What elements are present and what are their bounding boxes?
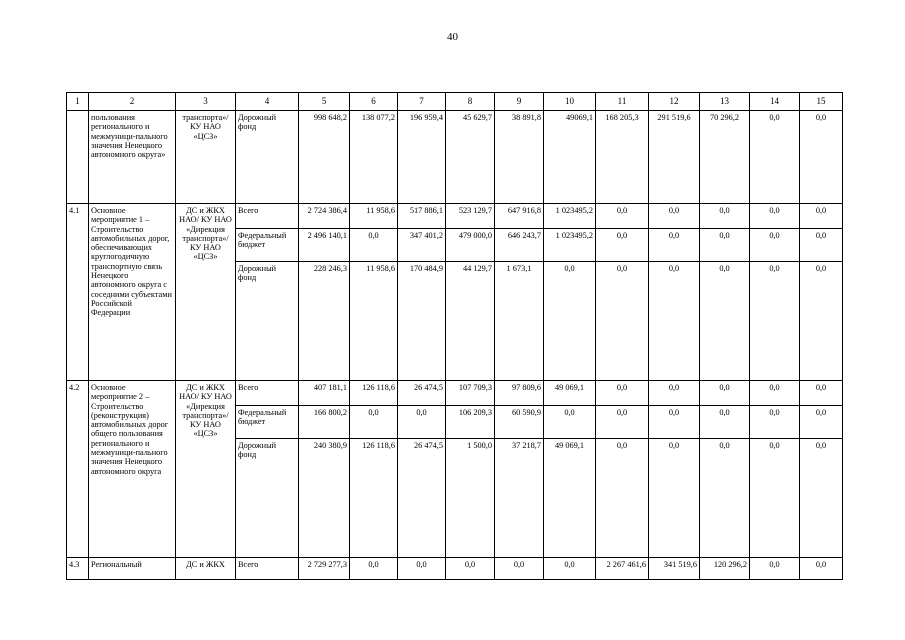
budget-table <box>66 92 843 580</box>
value-cell: 1 673,1 <box>495 262 544 381</box>
value-cell: 228 246,3 <box>299 262 350 381</box>
table-row <box>67 111 843 204</box>
value-cell: 0,0 <box>596 381 649 406</box>
value-cell: 120 296,2 <box>700 558 750 580</box>
row-number <box>67 111 89 204</box>
value-cell: 1 023495,2 <box>544 229 596 262</box>
value-cell: 49069,1 <box>544 111 596 204</box>
value-cell: 2 496 140,1 <box>299 229 350 262</box>
value-cell: 0,0 <box>750 262 800 381</box>
value-cell: 1 023495,2 <box>544 204 596 229</box>
value-cell: 240 380,9 <box>299 439 350 558</box>
value-cell: 0,0 <box>800 406 843 439</box>
value-cell: 0,0 <box>596 406 649 439</box>
value-cell: 0,0 <box>800 439 843 558</box>
column-header: 3 <box>176 93 236 111</box>
column-header: 15 <box>800 93 843 111</box>
measure-name: пользования регионального и межмуници-пального значения Ненецкого автономного округа» <box>89 111 176 204</box>
value-cell: 291 519,6 <box>649 111 700 204</box>
value-cell: 0,0 <box>750 229 800 262</box>
value-cell: 0,0 <box>700 204 750 229</box>
value-cell: 170 484,9 <box>398 262 446 381</box>
table-row <box>67 204 843 229</box>
value-cell: 0,0 <box>750 406 800 439</box>
executor: ДС и ЖКХ НАО/ КУ НАО «Дирекция транспорта»/ КУ НАО «ЦСЗ» <box>176 204 236 381</box>
funding-source: Всего <box>236 381 299 406</box>
value-cell: 0,0 <box>495 558 544 580</box>
table-row <box>67 381 843 406</box>
value-cell: 0,0 <box>700 262 750 381</box>
value-cell: 0,0 <box>750 381 800 406</box>
value-cell: 0,0 <box>700 381 750 406</box>
value-cell: 0,0 <box>398 558 446 580</box>
value-cell: 0,0 <box>350 558 398 580</box>
column-header: 13 <box>700 93 750 111</box>
value-cell: 479 000,0 <box>446 229 495 262</box>
value-cell: 97 809,6 <box>495 381 544 406</box>
value-cell: 523 129,7 <box>446 204 495 229</box>
page-number: 40 <box>447 31 458 43</box>
value-cell: 0,0 <box>700 229 750 262</box>
value-cell: 0,0 <box>700 439 750 558</box>
value-cell: 0,0 <box>649 262 700 381</box>
value-cell: 0,0 <box>350 406 398 439</box>
value-cell: 1 500,0 <box>446 439 495 558</box>
value-cell: 11 958,6 <box>350 262 398 381</box>
value-cell: 2 267 461,6 <box>596 558 649 580</box>
column-header: 2 <box>89 93 176 111</box>
value-cell: 45 629,7 <box>446 111 495 204</box>
value-cell: 138 077,2 <box>350 111 398 204</box>
value-cell: 11 958,6 <box>350 204 398 229</box>
value-cell: 60 590,9 <box>495 406 544 439</box>
value-cell: 0,0 <box>750 204 800 229</box>
funding-source: Дорожный фонд <box>236 439 299 558</box>
value-cell: 0,0 <box>649 381 700 406</box>
value-cell: 168 205,3 <box>596 111 649 204</box>
executor: транспорта»/ КУ НАО «ЦСЗ» <box>176 111 236 204</box>
column-header: 11 <box>596 93 649 111</box>
value-cell: 0,0 <box>750 439 800 558</box>
value-cell: 646 243,7 <box>495 229 544 262</box>
column-header: 9 <box>495 93 544 111</box>
value-cell: 49 069,1 <box>544 439 596 558</box>
measure-name: Региональный <box>89 558 176 580</box>
value-cell: 49 069,1 <box>544 381 596 406</box>
row-number: 4.2 <box>67 381 89 558</box>
value-cell: 26 474,5 <box>398 439 446 558</box>
value-cell: 0,0 <box>800 558 843 580</box>
value-cell: 647 916,8 <box>495 204 544 229</box>
column-header: 4 <box>236 93 299 111</box>
funding-source: Дорожный фонд <box>236 262 299 381</box>
value-cell: 0,0 <box>800 204 843 229</box>
value-cell: 0,0 <box>800 229 843 262</box>
value-cell: 107 709,3 <box>446 381 495 406</box>
value-cell: 0,0 <box>700 406 750 439</box>
value-cell: 347 401,2 <box>398 229 446 262</box>
value-cell: 44 129,7 <box>446 262 495 381</box>
value-cell: 2 724 386,4 <box>299 204 350 229</box>
value-cell: 0,0 <box>800 262 843 381</box>
funding-source: Федеральный бюджет <box>236 229 299 262</box>
measure-name: Основное мероприятие 2 – Строительство (реконструкция) автомобильных дорог общего пользования регионального и межмуници-пального значения Ненецкого автономного округа <box>89 381 176 558</box>
executor: ДС и ЖКХ НАО/ КУ НАО «Дирекция транспорта»/ КУ НАО «ЦСЗ» <box>176 381 236 558</box>
funding-source: Всего <box>236 558 299 580</box>
value-cell: 0,0 <box>398 406 446 439</box>
column-header: 14 <box>750 93 800 111</box>
row-number: 4.1 <box>67 204 89 381</box>
value-cell: 0,0 <box>544 262 596 381</box>
column-header: 6 <box>350 93 398 111</box>
column-header: 5 <box>299 93 350 111</box>
column-header: 10 <box>544 93 596 111</box>
column-header: 7 <box>398 93 446 111</box>
column-header: 12 <box>649 93 700 111</box>
value-cell: 0,0 <box>596 439 649 558</box>
table-row <box>67 558 843 580</box>
column-header: 1 <box>67 93 89 111</box>
value-cell: 0,0 <box>649 229 700 262</box>
value-cell: 0,0 <box>596 229 649 262</box>
value-cell: 0,0 <box>350 229 398 262</box>
value-cell: 2 729 277,3 <box>299 558 350 580</box>
value-cell: 0,0 <box>649 439 700 558</box>
value-cell: 0,0 <box>544 406 596 439</box>
value-cell: 26 474,5 <box>398 381 446 406</box>
value-cell: 106 209,3 <box>446 406 495 439</box>
value-cell: 407 181,1 <box>299 381 350 406</box>
value-cell: 126 118,6 <box>350 381 398 406</box>
value-cell: 38 891,8 <box>495 111 544 204</box>
row-number: 4.3 <box>67 558 89 580</box>
value-cell: 0,0 <box>649 204 700 229</box>
value-cell: 0,0 <box>446 558 495 580</box>
column-header: 8 <box>446 93 495 111</box>
value-cell: 0,0 <box>750 111 800 204</box>
executor: ДС и ЖКХ <box>176 558 236 580</box>
value-cell: 0,0 <box>800 381 843 406</box>
value-cell: 0,0 <box>596 204 649 229</box>
value-cell: 37 218,7 <box>495 439 544 558</box>
funding-source: Дорожный фонд <box>236 111 299 204</box>
value-cell: 341 519,6 <box>649 558 700 580</box>
value-cell: 196 959,4 <box>398 111 446 204</box>
header-row <box>67 93 843 111</box>
value-cell: 0,0 <box>750 558 800 580</box>
value-cell: 166 800,2 <box>299 406 350 439</box>
measure-name: Основное мероприятие 1 – Строительство автомобильных дорог, обеспечивающих круглогодичную транспортную связь Ненецкого автономного округа с соседними субъектами Российской Федерации <box>89 204 176 381</box>
value-cell: 517 886,1 <box>398 204 446 229</box>
value-cell: 126 118,6 <box>350 439 398 558</box>
value-cell: 0,0 <box>800 111 843 204</box>
funding-source: Федеральный бюджет <box>236 406 299 439</box>
value-cell: 70 296,2 <box>700 111 750 204</box>
value-cell: 998 648,2 <box>299 111 350 204</box>
value-cell: 0,0 <box>596 262 649 381</box>
funding-source: Всего <box>236 204 299 229</box>
value-cell: 0,0 <box>544 558 596 580</box>
value-cell: 0,0 <box>649 406 700 439</box>
